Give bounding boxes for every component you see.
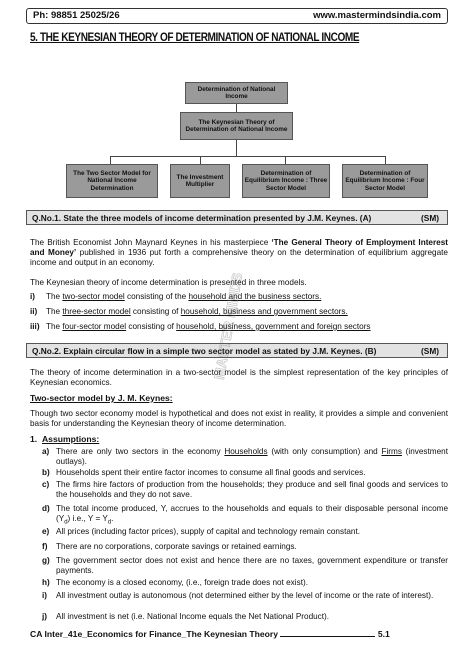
assumption-f: f) There are no corporations, corporate savings or retained earnings. (42, 542, 297, 551)
q1-paragraph-2: The Keynesian theory of income determination is presented in three models. (30, 278, 307, 287)
header-bar (26, 8, 448, 24)
assumption-e: e) All prices (including factor prices), supply of capital and technology remain constant. (42, 527, 361, 536)
q1-paragraph-1: The British Economist John Maynard Keynes in his masterpiece ‘The General Theory of Employment Interest and Money’ published in 1936 put forth a comprehensive theory on the determination of equilibrium aggregate income and output in an economy. (30, 238, 448, 267)
q2-paragraph-2: Though two sector economy model is hypothetical and does not exist in reality, it provides a simple and convenient basis for understanding the Keynesian theory of income determination. (30, 409, 448, 428)
q1-list-item: i) The two-sector model consisting of the household and the business sectors. (30, 292, 322, 301)
question-2-text: Q.No.2. Explain circular flow in a simple two sector model as stated by J.M. Keynes. (B) (32, 346, 377, 356)
diagram-box-middle: The Keynesian Theory of Determination of National Income (180, 112, 293, 140)
watermark-logo (210, 262, 248, 392)
q2-subheading: Two-sector model by J. M. Keynes: (30, 393, 173, 403)
assumption-b: b) Households spent their entire factor incomes to consume all final goods and services. (42, 468, 366, 477)
question-1-text: Q.No.1. State the three models of income determination presented by J.M. Keynes. (A) (32, 213, 372, 223)
website: www.mastermindsindia.com (313, 10, 441, 21)
q1-list-item: iii) The four-sector model consisting of household, business, government and foreign sectors (30, 322, 371, 331)
diagram-connector (236, 140, 237, 156)
diagram-connector (110, 156, 111, 164)
diagram-box-top: Determination of National Income (185, 82, 288, 104)
assumption-d: d) The total income produced, Y, accrues to the households and equals to their disposable personal income $(Y_d)$ i.e., $Y = Y_d$. (42, 504, 448, 526)
chapter-title: 5. THE KEYNESIAN THEORY OF DETERMINATION OF NATIONAL INCOME (30, 30, 360, 44)
diagram-connector (236, 104, 237, 112)
assumption-a: a) There are only two sectors in the economy Households (with only consumption) and Firms (investment outlays). (42, 447, 449, 466)
diagram-box-two-sector: The Two Sector Model for National Income Determination (66, 164, 158, 198)
question-1-box (26, 210, 448, 225)
diagram-connector (200, 156, 201, 164)
diagram-connector (285, 156, 286, 164)
footer-text: CA Inter_41e_Economics for Finance_The Keynesian Theory (30, 629, 279, 639)
assumption-j: j) All investment is net (i.e. National Income equals the Net National Product). (42, 612, 330, 621)
assumption-c: c) The firms hire factors of production from the households; they produce and sell final goods and services to the households and they do not save. (42, 480, 448, 499)
diagram-connector (110, 156, 386, 157)
question-2-tag: (SM) (421, 346, 439, 356)
page-number: 5.1 (377, 629, 390, 639)
assumption-h: h) The economy is a closed economy, (i.e., foreign trade does not exist). (42, 578, 308, 587)
assumption-i: i) All investment outlay is autonomous (not determined either by the level of income or the rate of interest). (42, 591, 434, 600)
q1-list-item: ii) The three-sector model consisting of household, business and government sectors. (30, 307, 348, 316)
question-1-tag: (SM) (421, 213, 439, 223)
q2-paragraph-1: The theory of income determination in a two-sector model is the simplest representation of the key principles of Keynesian economics. (30, 368, 448, 387)
diagram-box-multiplier: The Investment Multiplier (170, 164, 230, 198)
page-footer (30, 628, 450, 639)
assumptions-heading: 1. Assumptions: (30, 434, 100, 444)
diagram-box-three-sector: Determination of Equilibrium Income : Three Sector Model (242, 164, 330, 198)
diagram-connector (385, 156, 386, 164)
svg-text:MASTER MINDS: MASTER MINDS (210, 271, 246, 381)
assumption-g: g) The government sector does not exist and hence there are no taxes, government expenditure or transfer payments. (42, 556, 448, 575)
footer-rule (280, 628, 375, 637)
phone-number: Ph: 98851 25025/26 (33, 10, 120, 21)
diagram-box-four-sector: Determination of Equilibrium Income : Four Sector Model (342, 164, 428, 198)
